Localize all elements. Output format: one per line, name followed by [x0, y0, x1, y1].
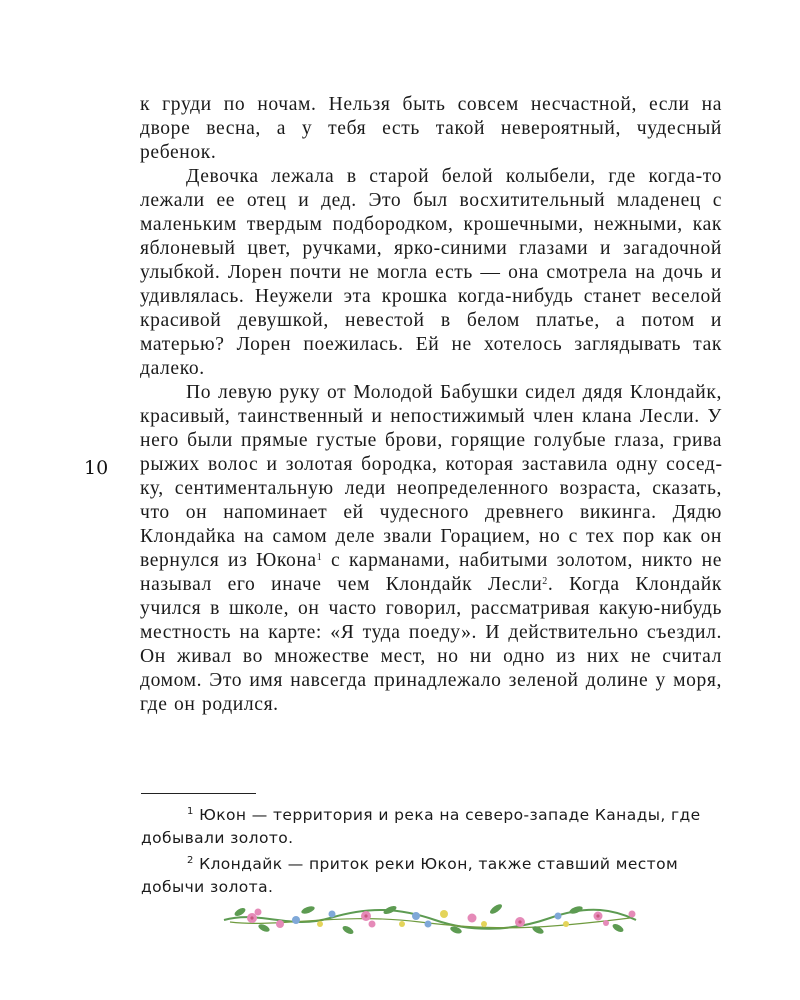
paragraph-3-part-2: с карманами, набитыми золотом, никто не называл его иначе чем Клондайк Лесли: [140, 550, 722, 595]
line-number: 10: [84, 457, 109, 479]
footnote-1-text: Юкон — территория и река на северо-западе Канады, где добывали золото.: [141, 806, 701, 847]
footnote-separator: [141, 793, 256, 794]
paragraph-3: [140, 381, 722, 717]
paragraph-3-part-3: . Когда Клондайк учился в школе, он часто говорил, рассматривая какую-нибудь местность на карте: «Я туда поеду». И действительно съездил. Он живал во множестве мест, но ни одно из них не считал домом. Это имя навсегда принадлежало зеленой долине у моря, где он родился.: [140, 574, 722, 715]
footnote-ref-2[interactable]: 2: [542, 576, 548, 587]
main-text: [140, 93, 722, 717]
footnote-2-text: Клондайк — приток реки Юкон, также ставший местом добычи золота.: [141, 855, 679, 896]
footnote-1-mark: 1: [187, 806, 194, 817]
paragraph-3-part-1: По левую руку от Молодой Бабушки сидел дядя Клондайк, красивый, таинственный и непостижимый член клана Лесли. У него были прямые густые брови, горящие голубые глаза, грива рыжих волос и золотая бородка, которая заставила одну соседку, сентиментальную леди неопределенного возраста, сказать, что он напоминает ей чудесного древнего викинга. Дядю Клондайка на самом деле звали Горацием, но с тех пор как он вернулся из Юкона: [140, 382, 722, 571]
footnotes: [141, 804, 725, 902]
paragraph-1: к груди по ночам. Нельзя быть совсем несчастной, если на дворе весна, а у тебя есть такой невероятный, чудесный ребенок.: [140, 94, 722, 163]
footnote-1: [141, 804, 725, 849]
footnote-2-mark: 2: [187, 855, 194, 866]
floral-vine-ornament-icon: [220, 898, 640, 940]
paragraph-2: Девочка лежала в старой белой колыбели, где когда-то лежали ее отец и дед. Это был восхитительный младенец с маленьким твердым подбородком, крошечными, нежными, как яблоневый цвет, ручками, ярко-синими глазами и загадочной улыбкой. Лорен почти не могла есть — она смотрела на дочь и удивлялась. Неужели эта крошка когда-нибудь станет веселой красивой девушкой, невестой в белом платье, а потом и матерью? Лорен поежилась. Ей не хотелось заглядывать так далеко.: [140, 166, 722, 379]
footnote-2: [141, 853, 725, 898]
footnote-ref-1[interactable]: 1: [316, 552, 323, 563]
